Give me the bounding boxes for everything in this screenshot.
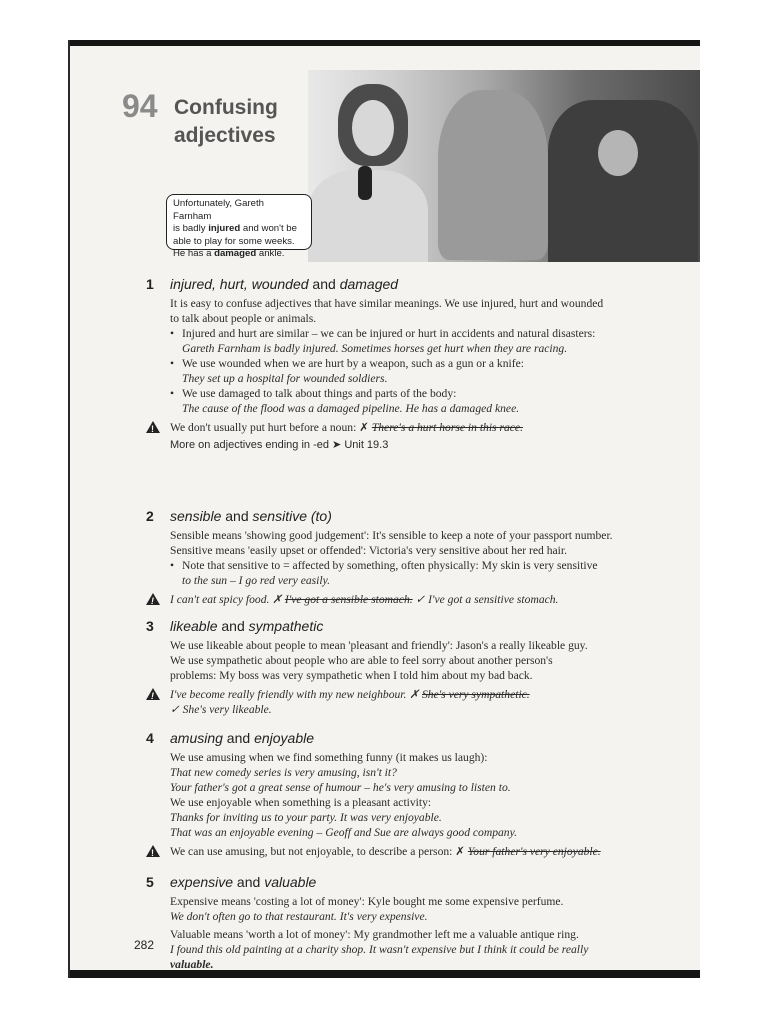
speech-text: ankle. <box>256 248 285 259</box>
example-line: That was an enjoyable evening – Geoff and Sue are always good company. <box>170 826 518 839</box>
title-and: and <box>308 276 340 292</box>
paragraph-line: It is easy to confuse adjectives that have similar meanings. We use injured, hurt and wounded <box>170 297 604 310</box>
example-line: That new comedy series is very amusing, isn't it? <box>170 766 397 779</box>
section-body <box>170 750 676 859</box>
section-body <box>170 528 676 607</box>
section-title <box>170 730 314 746</box>
section-body <box>170 296 676 453</box>
correct-example: ✓ She's very likeable. <box>170 703 272 716</box>
title-term: valuable <box>264 874 317 890</box>
warning-text: We don't usually put hurt before a noun: ✗ <box>170 421 372 434</box>
paragraph-line: Sensible means 'showing good judgement': It's sensible to keep a note of your passport number. <box>170 529 613 542</box>
section-title <box>170 618 323 634</box>
section-number: 1 <box>146 276 154 292</box>
paragraph-line: We use sympathetic about people who are able to feel sorry about another person's <box>170 654 553 667</box>
section-body <box>170 894 676 972</box>
example-line: I found this old painting at a charity shop. It wasn't expensive but I think it could be really <box>170 943 589 956</box>
speech-text: He has a <box>173 248 215 259</box>
warning-text: I can't eat spicy food. ✗ <box>170 593 285 606</box>
cross-reference: More on adjectives ending in -ed ➤ Unit 19.3 <box>170 439 389 451</box>
paragraph-line: Valuable means 'worth a lot of money': My grandmother left me a valuable antique ring. <box>170 928 579 941</box>
section-title <box>170 508 332 524</box>
speech-bold: injured <box>208 223 241 234</box>
warning-icon <box>146 688 160 700</box>
warning-note <box>146 844 676 859</box>
wrong-example: She's very sympathetic. <box>421 688 530 701</box>
section-title <box>170 874 316 890</box>
title-term: injured, hurt, wounded <box>170 276 309 292</box>
speech-bubble <box>166 194 312 259</box>
title-term: amusing <box>170 730 223 746</box>
example-line: They set up a hospital for wounded soldiers. <box>182 372 388 385</box>
speech-line <box>173 223 305 236</box>
paragraph-line: problems: My boss was very sympathetic when I told him about my bad back. <box>170 669 533 682</box>
title-term: damaged <box>339 276 399 292</box>
section-number: 3 <box>146 618 154 634</box>
speech-line <box>173 248 305 261</box>
paragraph-line: Sensitive means 'easily upset or offended': Victoria's very sensitive about her red hair. <box>170 544 567 557</box>
wrong-example: Your father's very enjoyable. <box>467 845 601 858</box>
speech-text: is badly <box>173 223 209 234</box>
section-number: 5 <box>146 874 154 890</box>
title-term: sensitive (to) <box>252 508 332 524</box>
title-and: and <box>221 508 253 524</box>
bullet-item: • We use damaged to talk about things and parts of the body: <box>170 386 676 401</box>
warning-icon <box>146 593 160 605</box>
section-title <box>170 276 398 292</box>
example-line: Your father's got a great sense of humour – he's very amusing to listen to. <box>170 781 511 794</box>
title-and: and <box>222 730 255 746</box>
title-and: and <box>233 874 265 890</box>
paragraph-line: We use amusing when we find something funny (it makes us laugh): <box>170 751 488 764</box>
section-number: 4 <box>146 730 154 746</box>
medic-figure <box>438 90 548 260</box>
example-line: valuable. <box>170 958 214 971</box>
speech-bold: damaged <box>214 248 257 259</box>
presenter-face <box>352 100 394 156</box>
wrong-example: There's a hurt horse in this race. <box>371 421 523 434</box>
warning-icon <box>146 845 160 857</box>
correct-example: ✓ I've got a sensitive stomach. <box>412 593 559 606</box>
warning-text: We can use amusing, but not enjoyable, to describe a person: ✗ <box>170 845 468 858</box>
bullet-item: • We use wounded when we are hurt by a weapon, such as a gun or a knife: <box>170 356 676 371</box>
warning-note <box>146 420 676 435</box>
microphone-icon <box>358 166 372 200</box>
paragraph-line: Expensive means 'costing a lot of money': Kyle bought me some expensive perfume. <box>170 895 564 908</box>
unit-number: 94 <box>122 88 158 124</box>
paragraph-line: We use likeable about people to mean 'pleasant and friendly': Jason's a really likeable guy. <box>170 639 588 652</box>
speech-text: and won't be <box>240 223 297 234</box>
paragraph-line: to talk about people or animals. <box>170 312 317 325</box>
title-term: likeable <box>170 618 218 634</box>
example-line: Thanks for inviting us to your party. It was very enjoyable. <box>170 811 442 824</box>
speech-line: able to play for some weeks. <box>173 235 295 247</box>
section-body <box>170 638 676 717</box>
warning-note <box>146 592 676 607</box>
example-line: Gareth Farnham is badly injured. Sometimes horses get hurt when they are racing. <box>182 342 568 355</box>
example-line: to the sun – I go red very easily. <box>182 574 331 587</box>
title-term: sympathetic <box>248 618 324 634</box>
title-term: expensive <box>170 874 234 890</box>
example-line: The cause of the flood was a damaged pipeline. He has a damaged knee. <box>182 402 520 415</box>
speech-line: Unfortunately, Gareth Farnham <box>173 198 265 222</box>
warning-note <box>146 687 676 702</box>
warning-icon <box>146 421 160 433</box>
textbook-page <box>70 40 700 978</box>
unit-title: Confusing adjectives <box>174 96 278 147</box>
warning-text: I've become really friendly with my new neighbour. ✗ <box>170 688 422 701</box>
section-number: 2 <box>146 508 154 524</box>
title-and: and <box>217 618 249 634</box>
player-head <box>598 130 638 176</box>
example-line: We don't often go to that restaurant. It's very expensive. <box>170 910 428 923</box>
news-photo <box>308 70 700 262</box>
bullet-item: • Note that sensitive to = affected by something, often physically: My skin is very sensitive <box>170 558 676 573</box>
paragraph-line: We use enjoyable when something is a pleasant activity: <box>170 796 432 809</box>
page-number: 282 <box>134 938 155 952</box>
title-term: enjoyable <box>254 730 314 746</box>
bullet-item: • Injured and hurt are similar – we can be injured or hurt in accidents and natural disasters: <box>170 326 676 341</box>
title-term: sensible <box>170 508 222 524</box>
player-figure <box>548 100 698 262</box>
wrong-example: I've got a sensible stomach. <box>284 593 413 606</box>
